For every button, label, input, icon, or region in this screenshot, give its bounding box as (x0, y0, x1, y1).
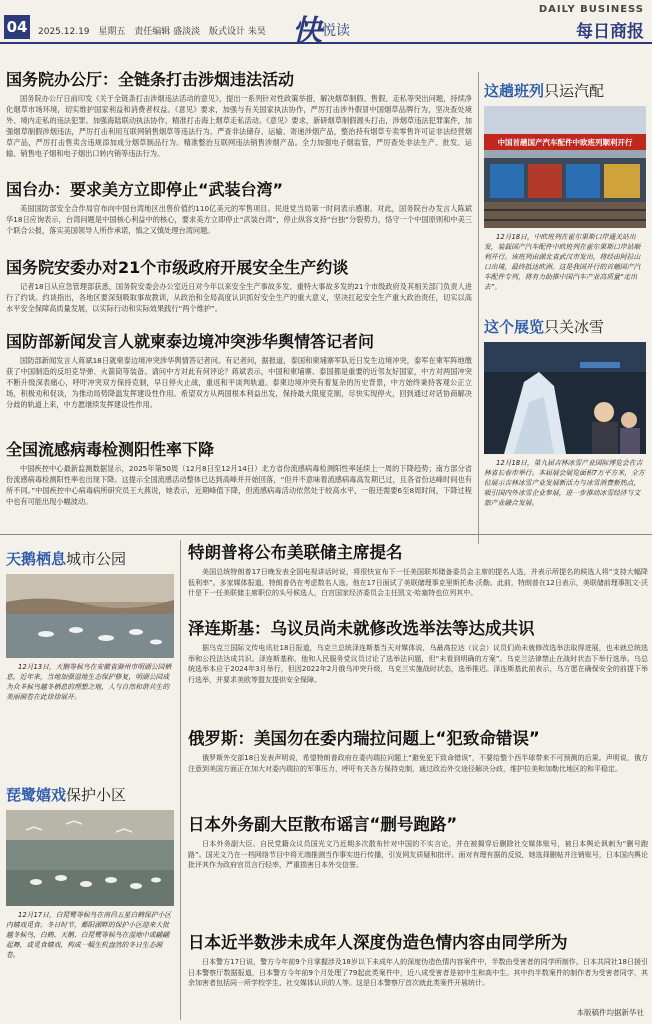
feature-swans (6, 548, 174, 702)
article-title: 全国流感病毒检测阳性率下降 (6, 440, 215, 459)
feature-title-highlight: 这趟班列 (484, 82, 545, 100)
article-flu (6, 440, 472, 519)
article-body: 中国疾控中心最新监测数据显示，2025年第50周（12月8日至12月14日）北方省份流感病毒检测阳性率延续上一周的下降趋势；南方部分省份流感病毒检测阳性率也出现下降。这提示全国流感活动整体已达到高峰并开始回落，“但并不意味着流感病毒高发期已过，且各省份达峰时间也有所不同。”中国疾控中心病毒病所研究员王大燕说，她表示，近期峰值下降，但流感病毒活动依然处于较高水平，一般还需要6至8周时间，下降过程中也有可能出现小幅波动。 (6, 464, 472, 506)
article-tobacco (6, 70, 472, 159)
article-russia-venezuela (188, 728, 648, 797)
feature-caption: 12月18日，第九届吉林冰雪产业国际博览会在吉林省长春市举行。本届展会展览面积7万平方米，全方位展示吉林冰雪产业发展新活力与冰雪消费新热点，吸引国内外冰雪企业参展，进一步推动冰雪经济与文旅产业融合发展。 (484, 459, 645, 507)
article-title: 国台办：要求美方立即停止“武装台湾” (6, 180, 284, 199)
feature-caption: 12月17日，白琵鹭等候鸟在南昌五星白鹤保护小区内嬉戏觅食。冬日时节，鄱阳湖畔的保护小区迎来大批越冬候鸟，白鹤、天鹅、白琵鹭等候鸟在湿地中或翩翩起舞，或觅食嬉戏，构成一幅生机盎然的冬日生态画卷。 (6, 911, 172, 959)
section-divider (0, 534, 652, 535)
article-taiwan (6, 180, 472, 237)
section-logo (292, 6, 350, 49)
brand-english: DAILY BUSINESS (538, 4, 644, 15)
article-body: 日本警方17日说，警方今年前9个月掌握涉及18岁以下未成年人的深度伪造色情内容案件中，半数由受害者的同学所制作。日本共同社18日援引日本警察厅数据报道，日本警方今年前9个月处理了79起此类案件中，近八成受害者是初中生和高中生。其中约半数案件的制作者为受害者同学，其余加害者包括同一所学校学生、社交媒体认识的人等。这是日本警察厅首次就此类案件开展统计。 (188, 958, 648, 988)
swan-photo (6, 574, 174, 658)
feature-title-highlight: 这个展览 (484, 318, 545, 336)
feature-title (484, 316, 646, 338)
article-japan-deepfake (188, 932, 648, 1011)
train-photo (484, 106, 646, 228)
article-japan-official (188, 814, 648, 915)
lower-column-divider (180, 540, 181, 1020)
ice-expo-illustration (484, 342, 646, 454)
editor-credit: 责任编辑 盛淡淡 (134, 27, 201, 37)
column-divider (478, 72, 479, 544)
section-main: 快 (292, 14, 322, 49)
article-body: 日本外务副大臣、自民党籍众议员国光文乃近期多次散布针对中国的不实言论，并在被揭穿后删除社交媒体账号，被日本舆论讽刺为“删号跑路”。国光文乃在一档网络节目中将无端推测当作事实进行传播，引发网友质疑和批评。面对有理有据的反驳，她选择删帖并注销账号，日本国内舆论批评其作为政府官员言行轻率，严重损害日本外交信誉。 (188, 840, 648, 870)
feature-title-highlight: 天鹅栖息 (6, 550, 67, 568)
article-title: 特朗普将公布美联储主席提名 (188, 543, 403, 562)
page-number: 04 (4, 15, 30, 39)
masthead-meta (38, 24, 272, 37)
article-safety (6, 258, 472, 315)
feature-title-rest: 只关冰雪 (544, 318, 605, 336)
designer-credit: 版式设计 朱昊 (209, 27, 266, 37)
page-credit: 本版稿件均据新华社 (576, 1008, 644, 1017)
masthead (0, 0, 652, 49)
feature-title (6, 784, 174, 806)
article-zelensky (188, 618, 648, 719)
article-title: 泽连斯基：乌议员尚未就修改选举法等达成共识 (188, 619, 535, 638)
article-title: 日本外务副大臣散布谣言“删号跑路” (188, 815, 458, 834)
train-banner: 中国首趟国产汽车配件中欧班列顺利开行 (497, 138, 633, 147)
feature-title-rest: 保护小区 (66, 786, 127, 804)
spoonbill-photo (6, 810, 174, 906)
feature-title-rest: 只运汽配 (544, 82, 605, 100)
article-body: 据乌克兰国际文传电讯社18日报道，乌克兰总统泽连斯基当天对媒体说，乌最高拉达（议会）议员们尚未就修改选举法取得进展，也未就总统选举和公投法达成共识。泽连斯基称，他和人民服务党议员讨论了选举法问题，但“未看到明确的方案”。乌克兰法律禁止在战时状态下举行选举。乌总统选举本应于2024年3月举行，但因2022年2月俄乌冲突升级，乌克兰实施战时状态，选举推迟。泽连斯基此前表示，乌方愿在确保安全的前提下举行选举，并要求美欧等盟友提供安全保障。 (188, 644, 648, 684)
issue-date: 2025.12.19 (38, 27, 90, 37)
feature-caption: 12月18日，中欧班列在霍尔果斯口岸通关站出发，装载国产汽车配件中欧班列在霍尔果斯口岸站顺利开行。该班列由湖北省武汉市发出，将经由阿拉山口出境，最终抵达欧洲。这是我国开行的首趟国产汽车配件专列，将有力助推中国汽车产业高质量“走出去”。 (484, 233, 641, 291)
train-photo-illustration (484, 106, 646, 228)
swan-photo-illustration (6, 574, 174, 658)
feature-caption: 12月13日，天鹅等候鸟在安徽省滁州市明湖公园栖息。近年来，当地加强湿地生态保护修复，明湖公园成为众多候鸟越冬栖息的理想之地，人与自然和谐共生的美丽画卷在此徐徐展开。 (6, 663, 172, 701)
feature-title-highlight: 琵鹭嬉戏 (6, 786, 67, 804)
issue-weekday: 星期五 (98, 27, 126, 37)
spoonbill-photo-illustration (6, 810, 174, 906)
article-title: 国务院办公厅：全链条打击涉烟违法活动 (6, 70, 295, 89)
feature-title (484, 80, 646, 102)
article-title: 国务院安委办对21个市级政府开展安全生产约谈 (6, 258, 349, 277)
article-body: 国防部新闻发言人蒋斌18日就柬泰边境冲突涉华舆情答记者问。有记者问，据报道，泰国和柬埔寨军队近日发生边境冲突，泰军在柬军阵地缴获了中国制造的反坦克导弹、火箭筒等装备。请问中方对此有何评论？蒋斌表示，中国和柬埔寨、泰国都是重要的近邻友好国家，中方对两国冲突不断升级深表痛心，呼吁冲突双方保持克制，早日停火止战，重返和平谈判轨道。泰柬边境冲突有着复杂的历史背景，中方始终秉持客观公正立场，积极劝和促谈，为推动局势降温发挥建设性作用。希望双方从两国根本利益出发，保持最大限度克制，尽快实现停火，回到通过对话协商解决分歧的轨道上来，中方愿继续发挥建设性作用。 (6, 356, 472, 409)
article-body: 俄罗斯外交部18日发表声明说，希望特朗普政府在委内瑞拉问题上“避免犯下致命错误”，不要给整个西半球带来不可预测的后果。声明说，俄方注意到美国方面正在加大对委内瑞拉的军事压力，呼吁有关各方保持克制，通过政治外交途径解决分歧，维护拉美和加勒比地区的和平稳定。 (188, 754, 648, 773)
article-body: 记者18日从应急管理部获悉，国务院安委会办公室近日对今年以来安全生产事故多发、重特大事故多发的21个市级政府及其相关部门负责人进行了约谈。约谈指出，各地区要深刻吸取事故教训，从政治和全局高度认识抓好安全生产的重大意义，坚决扛起安全生产重大政治责任，切实以高水平安全保障高质量发展，以实际行动和实际效果践行“两个维护”。 (6, 282, 472, 313)
article-body: 美国总统特朗普17日晚发表全国电视讲话时说，将很快宣布下一任美国联邦储备委员会主席的提名人选，并表示所提名的候选人将“支持大幅降低利率”。多家媒体报道，特朗普仍在考虑数名人选。他在17日面试了美联储理事克里斯托弗·沃勒。此前，特朗普在12日表示，美联储前理事凯文·沃什是下一任美联储主席职位的头号候选人，白宫国家经济委员会主任凯文·哈塞特也位列其中。 (188, 568, 648, 598)
article-title: 日本近半数涉未成年人深度伪造色情内容由同学所为 (188, 933, 568, 952)
feature-ice-snow-expo (484, 316, 646, 508)
section-sub: 悦读 (322, 23, 350, 39)
article-defense (6, 332, 472, 421)
feature-auto-parts-train (484, 80, 646, 292)
ice-expo-photo (484, 342, 646, 454)
article-fed-chair (188, 542, 648, 611)
feature-title (6, 548, 174, 570)
article-body: 国务院办公厅日前印发《关于全链条打击涉烟违法活动的意见》，提出一系列针对性政策举措，解决烟草制假、售假、走私等突出问题，持续净化烟草市场环境，切实维护国家利益和消费者权益。《意见》要求，加强与有关国家执法协作，严厉打击涉外假冒中国烟草品牌行为，坚决查处境外、境内走私的违法犯罪。加强海陆联动执法协作，精准打击海上烟草走私活动。《意见》要求，新研烟草制假源头打击，涉烟草违法犯罪案件，加强烟草制假涉烟违法，严厉打击利用互联网销售烟草等违法行为。严查非法储存、运输、寄递涉烟产品，整治持有烟草专卖零售许可证非法经营烟草产品，严厉打击售卖含违规添加成分烟草制品行为。精准整治互联网违法销售涉烟产品。全力加强电子烟监管，严厉查处非法生产、批发、运输、销售电子烟和电子烟出口转内销等违法行为。 (6, 94, 472, 158)
article-title: 俄罗斯：美国勿在委内瑞拉问题上“犯致命错误” (188, 729, 540, 748)
article-body: 美国国防部安全合作局官布向中国台湾地区出售价值约110亿美元的军售项目。民进党当局第一时间表示感谢。对此，国务院台办发言人陈斌华18日应询表示，台湾问题是中国核心利益中的核心，要求美方立即停止“武装台湾”，停止纵容支持“台独”分裂势力，恪守一个中国原则和中美三个联合公报，落实美国领导人所作承诺，慎之又慎处理台湾问题。 (6, 204, 472, 235)
feature-title-rest: 城市公园 (66, 550, 127, 568)
brand-chinese: 每日商报 (576, 22, 644, 42)
feature-spoonbills (6, 784, 174, 960)
article-title: 国防部新闻发言人就柬泰边境冲突涉华舆情答记者问 (6, 332, 375, 351)
